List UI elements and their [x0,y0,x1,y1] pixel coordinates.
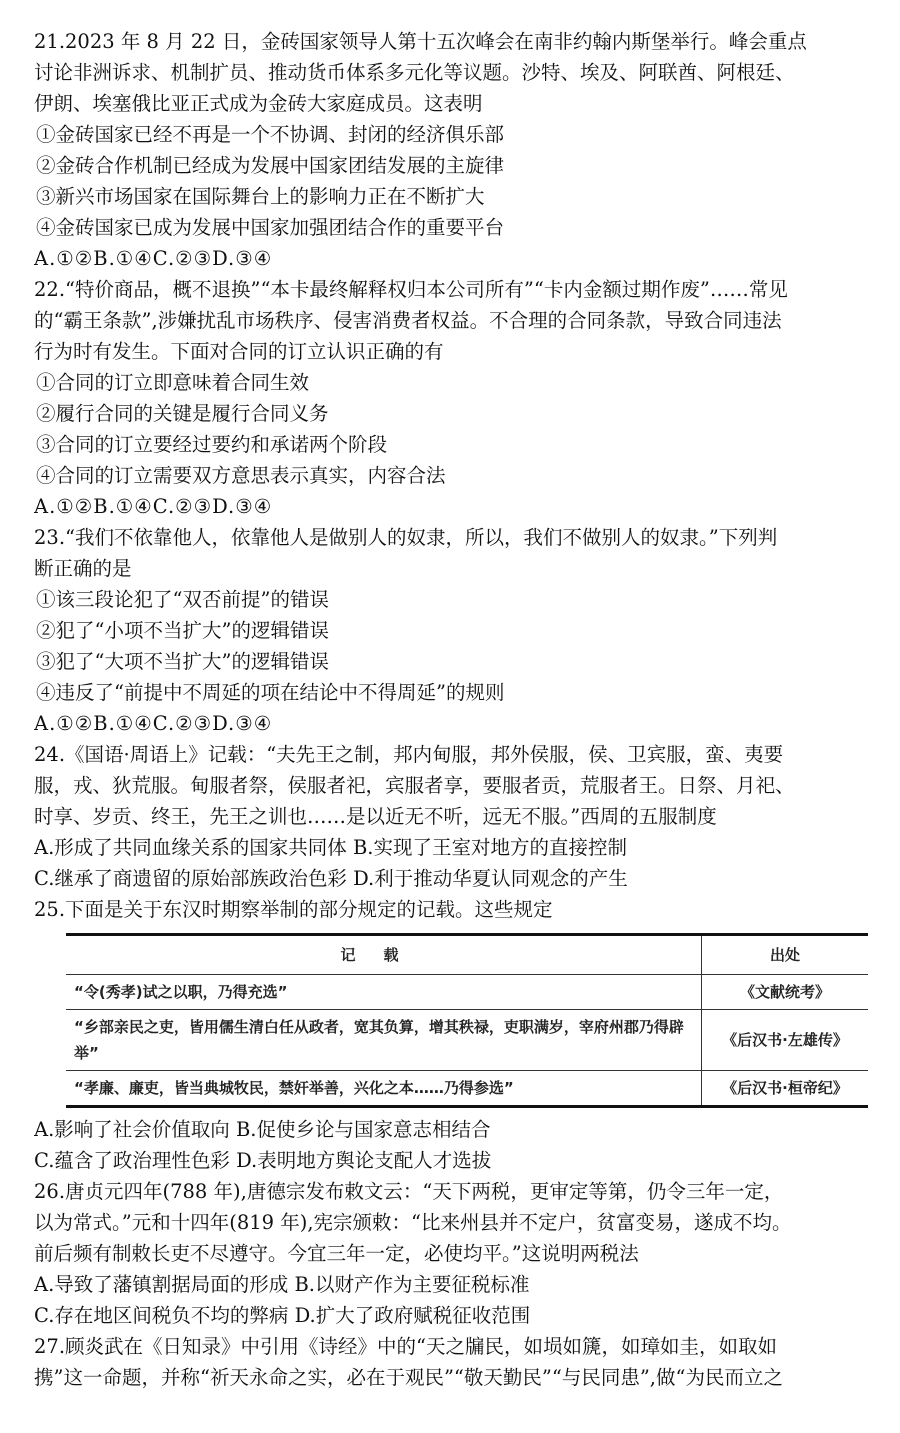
statement-item: ①该三段论犯了“双否前提”的错误 [36,588,329,611]
header-record [66,935,702,975]
answer-choice-row: C.蕴含了政治理性色彩 D.表明地方舆论支配人才选拔 [34,1149,492,1172]
question-stem-line: 26.唐贞元四年(788 年),唐德宗发布敕文云：“天下两税，更审定等第，仍令三年一定， [34,1180,784,1203]
table-row [66,1010,868,1071]
statement-item: ③犯了“大项不当扩大”的逻辑错误 [36,650,329,673]
question-22 [34,274,872,522]
statement-item: ①金砖国家已经不再是一个不协调、封闭的经济俱乐部 [36,123,505,146]
question-stem-line: 23.“我们不依靠他人，依靠他人是做别人的奴隶，所以，我们不做别人的奴隶。”下列判 [34,526,778,549]
question-stem-line: 讨论非洲诉求、机制扩员、推动货币体系多元化等议题。沙特、埃及、阿联酋、阿根廷、 [34,61,795,84]
answer-options: A.①②B.①④C.②③D.③④ [34,712,273,735]
answer-options: A.①②B.①④C.②③D.③④ [34,495,273,518]
header-source-label: 出处 [769,946,800,964]
table-row [66,1071,868,1107]
record-cell: “令(秀孝)试之以职，乃得充选” [66,975,702,1010]
source-cell: 《文献统考》 [702,975,869,1010]
statement-item: ②履行合同的关键是履行合同义务 [36,402,329,425]
record-cell: “孝廉、廉吏，皆当典城牧民，禁奸举善，兴化之本……乃得参选” [66,1071,702,1107]
question-stem-line: 的“霸王条款”,涉嫌扰乱市场秩序、侵害消费者权益。不合理的合同条款，导致合同违法 [34,309,782,332]
question-23 [34,522,872,739]
answer-choice-row: C.存在地区间税负不均的弊病 D.扩大了政府赋税征收范围 [34,1304,531,1327]
record-table [66,933,868,1108]
statement-item: ④金砖国家已成为发展中国家加强团结合作的重要平台 [36,216,505,239]
question-26 [34,1176,872,1331]
answer-options: A.①②B.①④C.②③D.③④ [34,247,273,270]
question-21 [34,26,872,274]
table-header-row [66,935,868,975]
question-stem-line: 25.下面是关于东汉时期察举制的部分规定的记载。这些规定 [34,898,553,921]
question-stem-line: 行为时有发生。下面对合同的订立认识正确的有 [34,340,444,363]
question-24 [34,739,872,894]
question-stem-line: 服，戎、狄荒服。甸服者祭，侯服者祀，宾服者享，要服者贡，荒服者王。日祭、月祀、 [34,774,795,797]
answer-choice-row: A.导致了藩镇割据局面的形成 B.以财产作为主要征税标准 [34,1273,530,1296]
question-stem-line: 以为常式。”元和十四年(819 年),宪宗颁敕：“比来州县并不定户，贫富变易，遂成不均。 [34,1211,792,1234]
question-stem-line: 携”这一命题，并称“祈天永命之实，必在于观民”“敬天勤民”“与民同患”,做“为民而立之 [34,1366,783,1389]
statement-item: ③新兴市场国家在国际舞台上的影响力正在不断扩大 [36,185,485,208]
statement-item: ①合同的订立即意味着合同生效 [36,371,310,394]
statement-item: ②犯了“小项不当扩大”的逻辑错误 [36,619,329,642]
statement-item: ④合同的订立需要双方意思表示真实，内容合法 [36,464,446,487]
question-stem-line: 21.2023 年 8 月 22 日，金砖国家领导人第十五次峰会在南非约翰内斯堡举行。峰会重点 [34,30,807,53]
answer-choice-row: A.影响了社会价值取向 B.促使乡论与国家意志相结合 [34,1118,491,1141]
question-25 [34,894,872,1176]
source-cell: 《后汉书·左雄传》 [702,1010,869,1071]
question-stem-line: 断正确的是 [34,557,132,580]
table-row [66,975,868,1010]
question-27 [34,1331,872,1393]
statement-item: ②金砖合作机制已经成为发展中国家团结发展的主旋律 [36,154,505,177]
question-stem-line: 24.《国语·周语上》记载：“夫先王之制，邦内甸服，邦外侯服，侯、卫宾服，蛮、夷要 [34,743,784,766]
question-stem-line: 伊朗、埃塞俄比亚正式成为金砖大家庭成员。这表明 [34,92,483,115]
source-cell: 《后汉书·桓帝纪》 [702,1071,869,1107]
statement-item: ④违反了“前提中不周延的项在结论中不得周延”的规则 [36,681,505,704]
answer-choice-row: A.形成了共同血缘关系的国家共同体 B.实现了王室对地方的直接控制 [34,836,628,859]
statement-item: ③合同的订立要经过要约和承诺两个阶段 [36,433,388,456]
question-stem-line: 前后频有制敕长吏不尽遵守。今宜三年一定，必使均平。”这说明两税法 [34,1242,639,1265]
header-source [702,935,869,975]
question-stem-line: 22.“特价商品，概不退换”“本卡最终解释权归本公司所有”“卡内金额过期作废”……常见 [34,278,788,301]
question-stem-line: 27.顾炎武在《日知录》中引用《诗经》中的“天之牖民，如埙如篪，如璋如圭，如取如 [34,1335,777,1358]
header-record-label: 记载 [340,946,427,964]
record-cell: “乡部亲民之吏，皆用儒生清白任从政者，宽其负算，增其秩禄，吏职满岁，宰府州郡乃得辟举” [66,1010,702,1071]
question-stem-line: 时享、岁贡、终王，先王之训也……是以近无不听，远无不服。”西周的五服制度 [34,805,717,828]
answer-choice-row: C.继承了商遗留的原始部族政治色彩 D.利于推动华夏认同观念的产生 [34,867,628,890]
